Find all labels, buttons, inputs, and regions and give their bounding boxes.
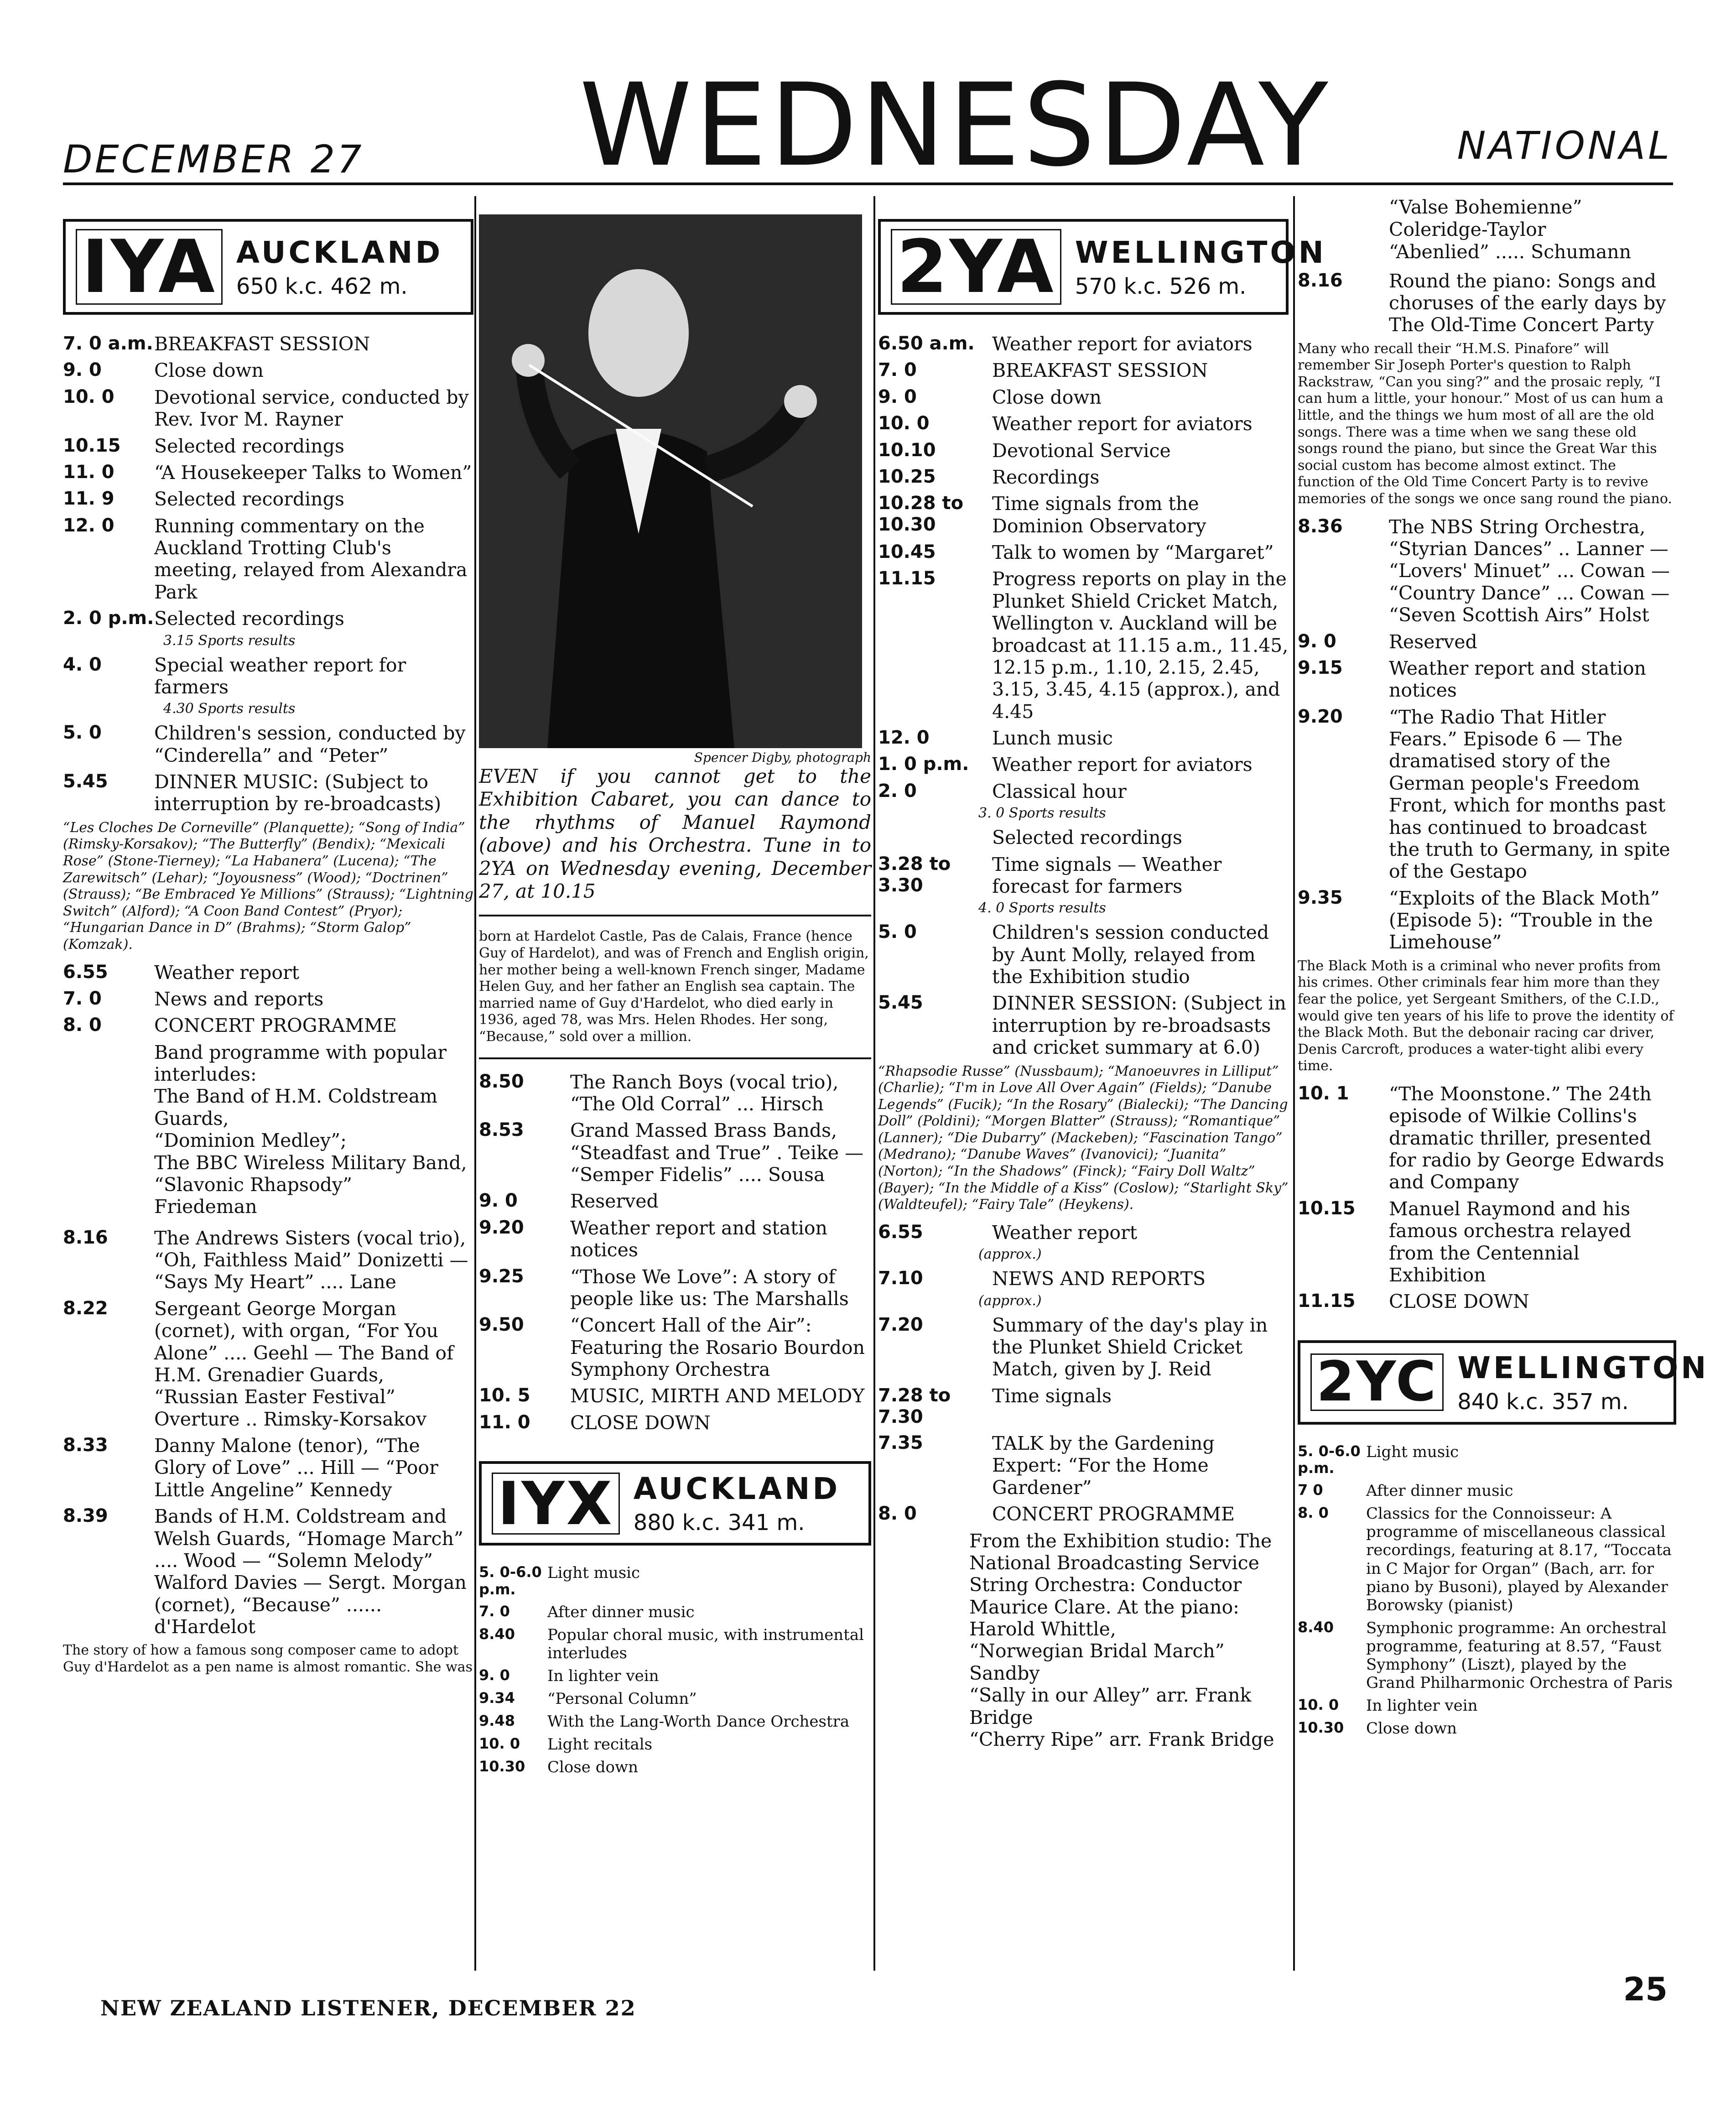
schedule-entry [479, 1119, 871, 1186]
entry-description: “Concert Hall of the Air”: Featuring the Rosario Bourdon Symphony Orchestra [570, 1314, 865, 1380]
entry-time: 10.28 to 10.30 [878, 493, 964, 536]
header-network: NATIONAL [1457, 123, 1672, 168]
schedule-entry [479, 1190, 871, 1212]
schedule-entry [878, 440, 1289, 462]
entry-description: Classical hour [992, 780, 1127, 802]
entry-description: CONCERT PROGRAMME [154, 1015, 397, 1037]
entry-time: 9.34 [479, 1689, 515, 1707]
entry-time: 9.20 [479, 1217, 524, 1238]
entry-time: 11.15 [1298, 1291, 1356, 1312]
schedule-entry [878, 1268, 1289, 1290]
entry-time: 10.45 [878, 541, 936, 562]
schedule-entry [479, 1712, 871, 1731]
entry-time: 8. 0 [1298, 1504, 1329, 1522]
entry-description: Lunch music [992, 727, 1113, 749]
entry-description: Time signals [992, 1385, 1112, 1407]
entry-note: 3.15 Sports results [163, 632, 296, 649]
station-code: IYA [76, 229, 223, 305]
entry-time: 5.45 [63, 771, 108, 792]
entry-time: 5.45 [878, 992, 923, 1014]
schedule-list [63, 1227, 473, 1638]
column-photo [479, 196, 871, 1781]
entry-time: 10.30 [1298, 1719, 1344, 1737]
programme-line: “Sally in our Alley” arr. Frank Bridge [969, 1684, 1252, 1728]
entry-time: 10. 0 [63, 386, 114, 407]
station-frequency: 840 k.c. 357 m. [1457, 1389, 1629, 1415]
divider [479, 1057, 871, 1059]
programme-line: “Cherry Ripe” arr. Frank Bridge [969, 1728, 1274, 1750]
schedule-entry [63, 462, 473, 484]
column-divider [1293, 196, 1295, 1971]
entry-description: After dinner music [1366, 1482, 1513, 1500]
column-divider [873, 196, 875, 1971]
entry-description: The Ranch Boys (vocal trio), “The Old Corral” ... Hirsch [570, 1071, 839, 1115]
entry-description: Close down [1366, 1719, 1457, 1738]
schedule-entry [63, 771, 473, 815]
programme-line: From the Exhibition studio: The National Broadcasting Service String Orchestra: Conductor Maurice Clare. At the piano: Harold Whittle, [969, 1530, 1272, 1640]
schedule-entry [1298, 1697, 1676, 1715]
station-code: 2YC [1310, 1353, 1444, 1411]
story-continued: born at Hardelot Castle, Pas de Calais, France (hence Guy of Hardelot), and was of French and English origin, her mother being a well-known French singer, Madame Helen Guy, and her father an English sea captain. The married name of Guy d'Hardelot, who died early in 1936, aged 78, was Mrs. Helen Rhodes. Her song, “Because,” sold over a million. [479, 928, 869, 1045]
entry-time: 2. 0 p.m. [63, 608, 154, 629]
entry-extra: Selected recordings [992, 827, 1182, 849]
entry-time: 10. 0 [479, 1735, 520, 1753]
schedule-entry [1298, 1619, 1676, 1692]
entry-description: “Personal Column” [547, 1690, 697, 1708]
programme-line: The BBC Wireless Military Band, [154, 1151, 467, 1174]
schedule-entry [479, 1412, 871, 1434]
entry-time: 9.35 [1298, 887, 1343, 908]
schedule-entry [63, 722, 473, 766]
conductor-illustration [479, 214, 862, 748]
column-divider [474, 196, 476, 1971]
schedule-entry [63, 333, 473, 355]
entry-description: Close down [547, 1758, 638, 1777]
schedule-entry [63, 988, 473, 1010]
entry-description: DINNER MUSIC: (Subject to interruption by re-broadcasts) [154, 771, 442, 815]
programme-line: “Slavonic Rhapsody” [154, 1173, 353, 1196]
entry-description: Devotional service, conducted by Rev. Ivor M. Rayner [154, 386, 469, 431]
entry-description: Reserved [570, 1190, 659, 1213]
entry-time: 7. 0 [63, 988, 102, 1009]
schedule-entry [1298, 1504, 1676, 1614]
concert-programme [154, 1041, 473, 1218]
entry-description: “The Radio That Hitler Fears.” Episode 6 — The dramatised story of the German people's Freedom Front, which for months past has continued to broadcast the truth to Germany, in spite of the Gestapo [1389, 706, 1670, 883]
schedule-list [63, 333, 473, 815]
entry-note: 4. 0 Sports results [978, 900, 1106, 916]
entry-time: 8.50 [479, 1071, 524, 1092]
photo-credit: Spencer Digby, photograph [694, 750, 871, 765]
schedule-entry [63, 1298, 473, 1430]
entry-time: 7 0 [1298, 1481, 1323, 1499]
entry-description: Weather report and station notices [1389, 657, 1646, 702]
entry-time: 11. 0 [479, 1411, 530, 1433]
entry-description: BREAKFAST SESSION [992, 359, 1208, 382]
entry-description: Round the piano: Songs and choruses of the early days by The Old-Time Concert Party [1389, 270, 1666, 336]
schedule-entry [479, 1564, 871, 1598]
station-box-1ya [63, 219, 473, 315]
schedule-entry [63, 515, 473, 604]
schedule-entry [878, 921, 1289, 988]
entry-description: Light recitals [547, 1735, 653, 1754]
schedule-entry [63, 608, 473, 630]
schedule-entry [1298, 1198, 1676, 1286]
entry-description: Danny Malone (tenor), “The Glory of Love” ... Hill — “Poor Little Angeline” Kennedy [154, 1435, 438, 1501]
column-2ya-continued [1298, 196, 1709, 1743]
schedule-list [1298, 270, 1676, 336]
schedule-entry [1298, 1443, 1676, 1478]
programme-line: The Band of H.M. Coldstream Guards, [154, 1085, 438, 1129]
entry-description: Classics for the Connoisseur: A programme of miscellaneous classical recordings, featuring at 8.17, “Toccata in C Major for Organ” (Bach, arr. for piano by Busoni), played by Alexander Borowsky (pianist) [1366, 1504, 1672, 1614]
schedule-entry [63, 386, 473, 431]
entry-time: 10.30 [479, 1758, 525, 1775]
schedule-entry [878, 1314, 1289, 1380]
entry-description: Running commentary on the Auckland Trotting Club's meeting, relayed from Alexandra Park [154, 515, 468, 603]
entry-time: 10. 1 [1298, 1083, 1349, 1104]
entry-time: 9. 0 [1298, 630, 1336, 652]
entry-time: 9. 0 [479, 1190, 518, 1212]
entry-description: “The Moonstone.” The 24th episode of Wilkie Collins's dramatic thriller, presented for radio by George Edwards and Company [1389, 1083, 1664, 1193]
entry-description: NEWS AND REPORTS [992, 1268, 1206, 1290]
entry-description: TALK by the Gardening Expert: “For the Home Gardener” [992, 1432, 1215, 1499]
schedule-entry [63, 962, 473, 984]
entry-time: 10.25 [878, 466, 936, 487]
schedule-list [479, 1071, 871, 1434]
entry-time: 10. 5 [479, 1385, 530, 1406]
entry-description: Weather report for aviators [992, 413, 1253, 435]
station-box-2yc [1298, 1340, 1709, 1425]
entry-time: 3.28 to 3.30 [878, 853, 951, 896]
entry-time: 7.28 to 7.30 [878, 1385, 951, 1427]
entry-description: Progress reports on play in the Plunket Shield Cricket Match, Wellington v. Auckland will be broadcast at 11.15 a.m., 11.45, 12.15 p.m., 1.10, 2.15, 2.45, 3.15, 3.45, 4.15 (approx.), and 4.45 [992, 568, 1289, 723]
entry-description: Time signals from the Dominion Observatory [992, 493, 1206, 537]
schedule-entry [1298, 1291, 1676, 1312]
schedule-entry [878, 1503, 1289, 1525]
entry-time: 5. 0-6.0 p.m. [479, 1563, 542, 1598]
photo-caption: EVEN if you cannot get to the Exhibition Cabaret, you can dance to the rhythms of Manuel Raymond (above) and his Orchestra. Tune in to 2YA on Wednesday evening, December 27, at 10.15 [479, 765, 871, 902]
entry-description: Special weather report for farmers [154, 654, 406, 698]
piano-note: Many who recall their “H.M.S. Pinafore” will remember Sir Joseph Porter's question to Ralph Rackstraw, “Can you sing?” and the prosaic reply, “I can hum a little, your honour.” Most of us can hum a little, and the things we hum most of all are the old songs. There was a time when we sang these old songs round the piano, but since the Great War this social custom has become almost extinct. The function of the Old Time Concert Party is to revive memories of the songs we once sang round the piano. [1298, 340, 1672, 507]
schedule-list [63, 962, 473, 1037]
schedule-entry [878, 1385, 1289, 1428]
entry-time: 7. 0 a.m. [63, 333, 153, 354]
entry-description: Reserved [1389, 630, 1477, 653]
entry-time: 8.36 [1298, 515, 1343, 537]
black-moth-note: The Black Moth is a criminal who never profits from his crimes. Other criminals fear him more than they fear the police, yet Sergeant Smithers, of the C.I.D., would give ten years of his life to prove the identity of the Black Moth. But the debonair racing car driver, Denis Carcroft, produces a water-tight alibi every time. [1298, 958, 1674, 1074]
schedule-entry [1298, 1482, 1676, 1500]
schedule-entry [479, 1690, 871, 1708]
programme-line: Friedeman [154, 1196, 257, 1218]
entry-time: 8.22 [63, 1297, 108, 1319]
entry-description: BREAKFAST SESSION [154, 333, 370, 355]
entry-time: 1. 0 p.m. [878, 754, 969, 775]
schedule-entry [63, 1015, 473, 1036]
entry-time: 5. 0 [878, 921, 917, 943]
entry-description: Selected recordings [154, 608, 344, 630]
schedule-list [878, 1222, 1289, 1525]
entry-description: Light music [547, 1564, 640, 1582]
header-date: DECEMBER 27 [63, 137, 364, 182]
entry-description: “Those We Love”: A story of people like us: The Marshalls [570, 1265, 849, 1310]
schedule-entry [63, 435, 473, 457]
programme-line: “Dominion Medley”; [154, 1129, 347, 1152]
entry-description: Popular choral music, with instrumental interludes [547, 1625, 864, 1662]
entry-description: MUSIC, MIRTH AND MELODY [570, 1385, 865, 1407]
entry-description: Manuel Raymond and his famous orchestra relayed from the Centennial Exhibition [1389, 1197, 1632, 1286]
schedule-entry [1298, 657, 1676, 702]
station-city: AUCKLAND [236, 234, 443, 270]
entry-description: Children's session conducted by Aunt Molly, relayed from the Exhibition studio [992, 921, 1269, 988]
schedule-entry [479, 1626, 871, 1662]
entry-description: In lighter vein [1366, 1697, 1478, 1715]
schedule-entry [878, 493, 1289, 537]
entry-description: News and reports [154, 988, 324, 1010]
schedule-list [479, 1564, 871, 1776]
entry-description: Summary of the day's play in the Plunket Shield Cricket Match, given by J. Reid [992, 1314, 1268, 1380]
entry-time: 7. 0 [878, 359, 917, 381]
entry-time: 9.50 [479, 1314, 524, 1336]
entry-description: Selected recordings [154, 488, 344, 510]
entry-description: Time signals — Weather forecast for farmers [992, 853, 1222, 897]
programme-line: “Abenlied” ..... Schumann [1389, 241, 1632, 263]
entry-note: 3. 0 Sports results [978, 805, 1106, 822]
entry-description: Devotional Service [992, 439, 1171, 462]
entry-time: 8.53 [479, 1119, 524, 1141]
entry-time: 9.48 [479, 1712, 515, 1730]
entry-description: Symphonic programme: An orchestral programme, featuring at 8.57, “Faust Symphony” (Liszt), played by the Grand Philharmonic Orchestra of Paris [1366, 1619, 1673, 1692]
schedule-list [1298, 516, 1676, 953]
entry-time: 12. 0 [63, 515, 114, 536]
entry-description: In lighter vein [547, 1666, 659, 1685]
schedule-entry [479, 1758, 871, 1776]
entry-time: 11. 9 [63, 488, 114, 510]
entry-description: Bands of H.M. Coldstream and Welsh Guards, “Homage March” .... Wood — “Solemn Melody” Walford Davies — Sergt. Morgan (cornet), “Because” ...... d'Hardelot [154, 1505, 467, 1638]
schedule-entry [63, 654, 473, 698]
schedule-entry [878, 1222, 1289, 1244]
footer-publication: NEW ZEALAND LISTENER, DECEMBER 22 [100, 1996, 636, 2020]
schedule-entry [479, 1385, 871, 1407]
entry-description: CLOSE DOWN [570, 1411, 711, 1434]
entry-time: 8.33 [63, 1435, 108, 1456]
schedule-entry [63, 1227, 473, 1293]
entry-time: 9.25 [479, 1265, 524, 1287]
programme-line: “Norwegian Bridal March” Sandby [969, 1640, 1225, 1684]
entry-time: 7.35 [878, 1432, 923, 1454]
schedule-entry [878, 1432, 1289, 1499]
concert-programme [969, 1530, 1289, 1751]
entry-description: Close down [992, 386, 1102, 408]
schedule-entry [479, 1667, 871, 1685]
schedule-entry [878, 541, 1289, 563]
station-frequency: 650 k.c. 462 m. [236, 273, 408, 299]
entry-time: 2. 0 [878, 780, 917, 802]
entry-time: 8.39 [63, 1505, 108, 1527]
schedule-entry [479, 1735, 871, 1754]
schedule-entry [878, 359, 1289, 381]
entry-description: Recordings [992, 466, 1100, 488]
schedule-entry [479, 1603, 871, 1621]
entry-time: 8.16 [1298, 270, 1343, 291]
entry-description: “Exploits of the Black Moth” (Episode 5): “Trouble in the Limehouse” [1389, 887, 1660, 953]
entry-time: 9.15 [1298, 657, 1343, 678]
page-number: 25 [1623, 1971, 1668, 2008]
schedule-entry [878, 992, 1289, 1058]
entry-time: 10.15 [1298, 1197, 1356, 1219]
entry-time: 8.40 [479, 1625, 515, 1643]
schedule-entry [479, 1217, 871, 1261]
column-1yA [63, 196, 473, 1684]
schedule-entry [878, 413, 1289, 435]
entry-description: Close down [154, 359, 264, 382]
entry-description: Weather report [992, 1221, 1138, 1244]
schedule-entry [479, 1266, 871, 1310]
schedule-entry [1298, 1083, 1676, 1193]
entry-time: 7.10 [878, 1268, 923, 1289]
programme-line: “Valse Bohemienne” Coleridge-Taylor [1389, 196, 1582, 241]
entry-time: 8.16 [63, 1227, 108, 1248]
entry-description: Sergeant George Morgan (cornet), with organ, “For You Alone” .... Geehl — The Band of H.M. Grenadier Guards, “Russian Easter Festival” Overture .. Rimsky-Korsakov [154, 1297, 454, 1430]
schedule-list [1298, 1083, 1676, 1313]
schedule-entry [878, 568, 1289, 723]
schedule-entry [63, 359, 473, 381]
entry-time: 9. 0 [63, 359, 102, 381]
entry-description: “A Housekeeper Talks to Women” [154, 461, 472, 484]
schedule-entry [1298, 1719, 1676, 1738]
entry-description: CLOSE DOWN [1389, 1291, 1529, 1313]
entry-time: 10.10 [878, 439, 936, 461]
schedule-entry [63, 1435, 473, 1501]
entry-description: DINNER SESSION: (Subject in interruption by re-broadsasts and cricket summary at 6.0) [992, 992, 1286, 1059]
entry-time: 7.20 [878, 1314, 923, 1335]
entry-time: 8. 0 [63, 1015, 102, 1036]
schedule-list [878, 333, 1289, 1059]
entry-description: Grand Massed Brass Bands, “Steadfast and True” . Teike — “Semper Fidelis” .... Sousa [570, 1119, 864, 1186]
schedule-entry [878, 727, 1289, 749]
entry-time: 10.15 [63, 435, 121, 456]
schedule-entry [1298, 706, 1676, 883]
programme-list [1389, 196, 1676, 264]
schedule-entry [878, 466, 1289, 488]
entry-time: 8.40 [1298, 1618, 1334, 1636]
entry-note: (approx.) [978, 1292, 1042, 1309]
entry-time: 12. 0 [878, 727, 930, 748]
entry-description: Selected recordings [154, 435, 344, 457]
programme-line: Band programme with popular interludes: [154, 1041, 447, 1085]
entry-time: 5. 0-6.0 p.m. [1298, 1442, 1361, 1477]
entry-time: 6.55 [63, 961, 108, 983]
station-city: WELLINGTON [1457, 1350, 1709, 1385]
dinner-music-list: “Rhapsodie Russe” (Nussbaum); “Manoeuvres in Lilliput” (Charlie); “I'm in Love All Over Again” (Fields); “Danube Legends” (Fucik); “In the Rosary” (Bialecki); “The Dancing Doll” (Poldini); “Morgen Blatter” (Strauss); “Romantique” (Lanner); “Die Dubarry” (Mackeben); “Fascination Tango” (Medrano); “Danube Waves” (Ivanovici); “Juanita” (Norton); “In the Shadows” (Finck); “Fairy Doll Waltz” (Bayer); “In the Middle of a Kiss” (Coslow); “Starlight Sky” (Waldteufel); “Fairy Tale” (Heykens). [878, 1063, 1289, 1213]
entry-time: 5. 0 [63, 722, 102, 744]
header-day: WEDNESDAY [579, 59, 1331, 192]
schedule-entry [1298, 631, 1676, 653]
schedule-entry [878, 854, 1289, 898]
entry-time: 9.20 [1298, 706, 1343, 727]
story-text: The story of how a famous song composer came to adopt Guy d'Hardelot as a pen name is almost romantic. She was [63, 1642, 473, 1675]
entry-description: Children's session, conducted by “Cinderella” and “Peter” [154, 722, 466, 766]
entry-description: With the Lang-Worth Dance Orchestra [547, 1712, 850, 1731]
dinner-music-list: “Les Cloches De Corneville” (Planquette); “Song of India” (Rimsky-Korsakov); “The Butterfly” (Bendix); “Mexicali Rose” (Stone-Tierney); “La Habanera” (Lucena); “The Zarewitsch” (Lehar); “Joyousness” (Wood); “Doctrinen” (Strauss); “Be Embraced Ye Millions” (Strauss); “Lightning Switch” (Alford); “A Coon Band Contest” (Pryor); “Hungarian Dance in D” (Brahms); “Storm Galop” (Komzak). [63, 819, 473, 953]
station-code: IYX [492, 1473, 620, 1535]
entry-time: 7. 0 [479, 1602, 510, 1620]
entry-time: 6.55 [878, 1221, 923, 1243]
station-frequency: 880 k.c. 341 m. [633, 1510, 805, 1536]
entry-time: 10. 0 [878, 413, 930, 434]
entry-description: The NBS String Orchestra, “Styrian Dances” .. Lanner — “Lovers' Minuet” ... Cowan — “Country Dance” ... Cowan — “Seven Scottish Airs” Holst [1389, 515, 1670, 626]
schedule-entry [878, 386, 1289, 408]
schedule-entry [878, 333, 1289, 355]
schedule-entry [63, 488, 473, 510]
schedule-entry [1298, 270, 1676, 336]
header-rule [63, 182, 1673, 185]
schedule-entry [1298, 887, 1676, 953]
station-frequency: 570 k.c. 526 m. [1075, 273, 1247, 299]
conductor-photo [479, 214, 862, 748]
entry-description: Weather report and station notices [570, 1217, 827, 1261]
station-box-1yx [479, 1461, 871, 1546]
entry-time: 8. 0 [878, 1503, 917, 1525]
entry-description: The Andrews Sisters (vocal trio), “Oh, Faithless Maid” Donizetti — “Says My Heart” .... Lane [154, 1227, 468, 1293]
entry-description: Talk to women by “Margaret” [992, 541, 1274, 563]
station-city: WELLINGTON [1075, 234, 1326, 270]
entry-description: After dinner music [547, 1603, 695, 1621]
entry-note: (approx.) [978, 1246, 1042, 1263]
entry-time: 9. 0 [878, 386, 917, 407]
divider [479, 915, 871, 916]
schedule-entry [1298, 516, 1676, 626]
entry-description: Weather report [154, 961, 300, 984]
entry-time: 10. 0 [1298, 1696, 1339, 1714]
schedule-entry [878, 781, 1289, 802]
entry-time: 4. 0 [63, 654, 102, 675]
entry-description: Weather report for aviators [992, 754, 1253, 776]
schedule-entry [63, 1505, 473, 1638]
entry-time: 6.50 a.m. [878, 333, 975, 354]
entry-note: 4.30 Sports results [163, 701, 296, 717]
entry-description: Weather report for aviators [992, 333, 1253, 355]
station-code: 2YA [891, 229, 1061, 305]
schedule-list [1298, 1443, 1676, 1738]
entry-description: Light music [1366, 1442, 1459, 1461]
schedule-entry [878, 754, 1289, 776]
station-city: AUCKLAND [633, 1471, 841, 1507]
entry-time: 11. 0 [63, 461, 114, 483]
schedule-entry [479, 1314, 871, 1380]
entry-description: CONCERT PROGRAMME [992, 1503, 1235, 1525]
entry-time: 11.15 [878, 568, 936, 589]
schedule-entry [479, 1071, 871, 1115]
entry-time: 9. 0 [479, 1666, 510, 1684]
